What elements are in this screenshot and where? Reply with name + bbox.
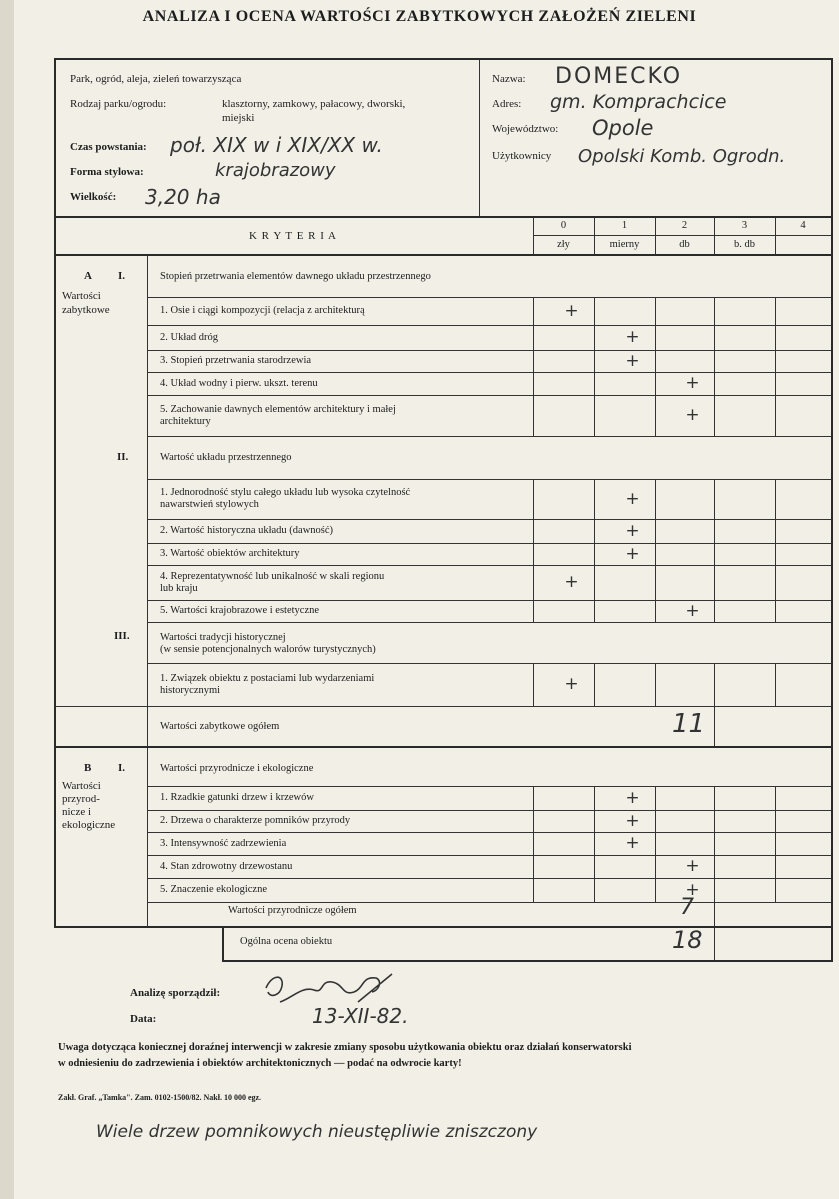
criterion-text: 4. Stan zdrowotny drzewostanu — [160, 860, 293, 872]
section-a-left-col — [147, 256, 148, 746]
heritage-row-5-col-1 — [594, 479, 595, 519]
heritage-row-4-col-0 — [533, 395, 534, 436]
heritage-row-3-col-2 — [655, 372, 656, 395]
heritage-row-0-col-3 — [714, 297, 715, 325]
heritage-row-8-col-2 — [655, 565, 656, 600]
heritage-row-top-9 — [148, 600, 831, 601]
scale-word-3: b. db — [734, 239, 755, 250]
intervention-note-2: w odniesieniu do zadrzewienia i obiektów architektonicznych — podać na odwrocie karty! — [58, 1058, 462, 1069]
score-mark: + — [625, 787, 640, 808]
section-a-roman-2: II. — [117, 451, 129, 463]
criterion-text-cont: lub kraju — [160, 582, 198, 594]
scale-divider — [533, 235, 831, 236]
prepared-by-label: Analizę sporządził: — [130, 987, 221, 999]
form-title: ANALIZA I OCENA WARTOŚCI ZABYTKOWYCH ZAŁOŻEŃ ZIELENI — [142, 8, 697, 25]
heritage-row-2-col-3 — [714, 350, 715, 372]
heritage-row-top-1 — [148, 325, 831, 326]
criterion-label — [160, 884, 528, 896]
heritage-row-4-col-1 — [594, 395, 595, 436]
heritage-row-top-4 — [148, 395, 831, 396]
score-mark: + — [625, 543, 640, 564]
section-b-name-3: nicze i — [62, 806, 92, 818]
heritage-row-top-3 — [148, 372, 831, 373]
score-mark: + — [625, 327, 640, 347]
score-mark: + — [685, 405, 700, 425]
scale-number-3: 3 — [741, 220, 748, 231]
heritage-row-10-col-0 — [533, 663, 534, 706]
nature-row-top-2 — [148, 832, 831, 833]
score-mark: + — [685, 879, 700, 900]
date-signed-value: 13-XII-82. — [312, 1004, 409, 1028]
criterion-label — [160, 792, 528, 804]
group-a1-title: Stopień przetrwania elementów dawnego układu przestrzennego — [160, 271, 431, 282]
heritage-row-6-col-1 — [594, 519, 595, 543]
date-value: poł. XIX w i XIX/XX w. — [170, 133, 383, 157]
nature-row-2-col-0 — [533, 832, 534, 855]
score-mark: + — [625, 350, 640, 371]
overall-value: 18 — [672, 926, 703, 954]
criterion-text-cont: architektury — [160, 415, 211, 427]
park-kind-label: Rodzaj parku/ogrodu: — [70, 98, 167, 110]
score-mark: + — [564, 300, 579, 321]
criterion-text-cont: historycznymi — [160, 684, 221, 696]
criterion-label — [160, 861, 528, 873]
section-b-letter: B — [84, 762, 92, 774]
score-mark: + — [625, 833, 640, 853]
scale-number-4: 4 — [800, 220, 806, 231]
scale-col-line-0 — [533, 218, 534, 254]
criterion-label — [160, 605, 528, 617]
nature-row-3-col-4 — [775, 855, 776, 878]
heritage-row-10-col-2 — [655, 663, 656, 706]
scale-number-1: 1 — [621, 220, 628, 231]
nature-row-2-col-1 — [594, 832, 595, 855]
size-value: 3,20 ha — [145, 185, 221, 209]
park-type-label: Park, ogród, aleja, zieleń towarzysząca — [70, 73, 242, 85]
nature-total-label: Wartości przyrodnicze ogółem — [228, 905, 357, 916]
size-label: Wielkość: — [70, 191, 117, 203]
heritage-row-top-6 — [148, 519, 831, 520]
heritage-row-5-col-0 — [533, 479, 534, 519]
criterion-label — [160, 815, 528, 827]
score-mark: + — [625, 488, 640, 509]
nature-row-4-col-4 — [775, 878, 776, 902]
criterion-label — [160, 305, 528, 317]
nature-row-1-col-0 — [533, 810, 534, 832]
date-signed-label: Data: — [130, 1013, 157, 1025]
criterion-text: 3. Intensywność zadrzewienia — [160, 837, 287, 849]
heritage-row-top-5 — [148, 479, 831, 480]
nature-total-rule — [148, 902, 831, 903]
nature-total-value: 7 — [680, 895, 694, 920]
scale-number-0: 0 — [560, 220, 567, 231]
scale-word-1: mierny — [609, 239, 640, 250]
section-a-roman-1: I. — [118, 270, 126, 282]
heritage-total-rule — [56, 706, 831, 707]
section-a-name-1: Wartości — [62, 290, 101, 302]
voivodeship-label: Województwo: — [492, 123, 559, 135]
printer-info: Zakł. Graf. „Tamka". Zam. 0102-1500/82. Nakł. 10 000 egz. — [58, 1093, 262, 1102]
heritage-row-2-col-1 — [594, 350, 595, 372]
criterion-text: 1. Rzadkie gatunki drzew i krzewów — [160, 792, 314, 803]
heritage-total-divider — [714, 707, 715, 746]
style-label: Forma stylowa: — [70, 166, 144, 178]
heritage-row-7-col-1 — [594, 543, 595, 565]
nature-row-4-col-1 — [594, 878, 595, 902]
section-a-name-2: zabytkowe — [62, 304, 110, 316]
address-label: Adres: — [492, 98, 522, 110]
criterion-label — [160, 378, 528, 390]
heritage-row-1-col-3 — [714, 325, 715, 350]
heritage-row-10-col-3 — [714, 663, 715, 706]
heritage-row-8-col-3 — [714, 565, 715, 600]
criterion-text: 3. Stopień przetrwania starodrzewia — [160, 355, 312, 366]
nature-row-2-col-3 — [714, 832, 715, 855]
nature-row-2-col-4 — [775, 832, 776, 855]
overall-divider — [714, 928, 715, 960]
nature-row-4-col-2 — [655, 878, 656, 902]
heritage-row-top-8 — [148, 565, 831, 566]
section-b-name-1: Wartości — [62, 780, 101, 792]
score-mark: + — [564, 674, 579, 694]
section-a-roman-3: III. — [114, 630, 130, 642]
heritage-total-value: 11 — [672, 709, 706, 739]
heritage-row-top-7 — [148, 543, 831, 544]
section-a-letter: A — [84, 270, 92, 282]
criterion-text: 2. Drzewa o charakterze pomników przyrody — [160, 815, 351, 826]
criterion-label — [160, 332, 528, 344]
nature-row-top-3 — [148, 855, 831, 856]
score-mark: + — [625, 810, 640, 831]
heritage-row-1-col-4 — [775, 325, 776, 350]
scale-col-line-3 — [714, 218, 715, 254]
criterion-label — [160, 571, 528, 595]
heritage-row-4-col-2 — [655, 395, 656, 436]
park-kind-options: klasztorny, zamkowy, pałacowy, dworski, — [222, 98, 406, 110]
heritage-row-2-col-4 — [775, 350, 776, 372]
heritage-row-2-col-0 — [533, 350, 534, 372]
heritage-row-7-col-4 — [775, 543, 776, 565]
heritage-row-7-col-3 — [714, 543, 715, 565]
heritage-row-0-col-4 — [775, 297, 776, 325]
heritage-row-9-col-1 — [594, 600, 595, 622]
heritage-row-1-col-1 — [594, 325, 595, 350]
address-value: gm. Komprachcice — [550, 91, 727, 113]
nature-group-rule — [148, 786, 831, 787]
group-a3-title-2: (w sensie potencjonalnych walorów turystycznych) — [160, 644, 376, 655]
heritage-row-4-col-4 — [775, 395, 776, 436]
intervention-note-1: Uwaga dotycząca koniecznej doraźnej interwencji w zakresie zmiany sposobu użytkowania obiektu oraz działań konserwatorski — [58, 1042, 632, 1053]
criteria-heading: K R Y T E R I A — [248, 230, 338, 242]
section-b-name-2: przyrod- — [62, 793, 100, 805]
heritage-row-9-col-2 — [655, 600, 656, 622]
heritage-row-3-col-1 — [594, 372, 595, 395]
heritage-row-5-col-4 — [775, 479, 776, 519]
nature-row-0-col-0 — [533, 786, 534, 810]
overall-label: Ogólna ocena obiektu — [240, 936, 333, 947]
nature-row-0-col-3 — [714, 786, 715, 810]
criterion-text: 5. Znaczenie ekologiczne — [160, 884, 267, 895]
section-b-roman-1: I. — [118, 762, 126, 774]
criterion-text: 2. Układ dróg — [160, 331, 219, 343]
group-a3-title-1: Wartości tradycji historycznej — [160, 632, 286, 643]
heritage-row-6-col-3 — [714, 519, 715, 543]
criterion-text: 4. Układ wodny i pierw. ukszt. terenu — [160, 377, 318, 389]
nature-row-3-col-2 — [655, 855, 656, 878]
heritage-row-10-col-4 — [775, 663, 776, 706]
heritage-row-6-col-4 — [775, 519, 776, 543]
nature-row-top-1 — [148, 810, 831, 811]
criterion-label — [160, 838, 528, 850]
park-kind-options-2: miejski — [222, 112, 255, 124]
heritage-row-8-col-0 — [533, 565, 534, 600]
score-mark: + — [685, 856, 700, 876]
nature-row-1-col-4 — [775, 810, 776, 832]
criterion-text: 5. Wartości krajobrazowe i estetyczne — [160, 605, 320, 616]
users-value: Opolski Komb. Ogrodn. — [578, 146, 786, 167]
heritage-row-9-col-4 — [775, 600, 776, 622]
nature-row-4-col-0 — [533, 878, 534, 902]
criterion-label — [160, 355, 528, 367]
section-b-left-col — [147, 748, 148, 926]
voivodeship-value: Opole — [592, 116, 654, 140]
heritage-row-8-col-4 — [775, 565, 776, 600]
group-a2-title: Wartość układu przestrzennego — [160, 452, 292, 463]
scale-word-2: db — [679, 239, 690, 250]
criterion-text: 3. Wartość obiektów architektury — [160, 548, 300, 559]
heritage-row-9-col-0 — [533, 600, 534, 622]
criterion-text: 5. Zachowanie dawnych elementów architektury i małej — [160, 403, 396, 415]
heritage-row-top-10 — [148, 663, 831, 664]
heritage-row-0-col-0 — [533, 297, 534, 325]
scale-word-0: zły — [557, 239, 570, 250]
style-value: krajobrazowy — [215, 160, 336, 181]
group-a2-rule-top — [148, 436, 831, 437]
users-label: Użytkownicy — [492, 150, 552, 162]
score-mark: + — [685, 600, 700, 621]
criterion-text: 1. Związek obiektu z postaciami lub wydarzeniami — [160, 672, 375, 684]
nature-total-divider — [714, 902, 715, 926]
criterion-text-cont: nawarstwień stylowych — [160, 499, 259, 510]
heritage-row-1-col-0 — [533, 325, 534, 350]
heritage-row-5-col-3 — [714, 479, 715, 519]
heritage-row-top-2 — [148, 350, 831, 351]
heritage-row-7-col-0 — [533, 543, 534, 565]
name-value: DOMECKO — [555, 64, 683, 89]
heritage-row-6-col-0 — [533, 519, 534, 543]
criterion-text: 2. Wartość historyczna układu (dawność) — [160, 525, 334, 536]
group-a3-rule-top — [148, 622, 831, 623]
nature-row-3-col-1 — [594, 855, 595, 878]
criterion-label — [160, 487, 528, 511]
heritage-row-3-col-0 — [533, 372, 534, 395]
group-b1-title: Wartości przyrodnicze i ekologiczne — [160, 763, 314, 774]
score-mark: + — [625, 520, 640, 541]
criterion-label — [160, 673, 528, 697]
criterion-text: 1. Jednorodność stylu całego układu lub wysoka czytelność — [160, 487, 411, 498]
name-label: Nazwa: — [492, 73, 526, 85]
criterion-text: 1. Osie i ciągi kompozycji (relacja z architekturą — [160, 305, 365, 316]
heritage-row-3-col-4 — [775, 372, 776, 395]
scale-col-line-2 — [655, 218, 656, 254]
criterion-text: 4. Reprezentatywność lub unikalność w skali regionu — [160, 570, 385, 582]
heritage-row-0-col-2 — [655, 297, 656, 325]
nature-row-0-col-4 — [775, 786, 776, 810]
scale-number-2: 2 — [681, 220, 688, 231]
header-divider — [479, 60, 480, 216]
nature-row-3-col-0 — [533, 855, 534, 878]
scale-col-line-4 — [775, 218, 776, 254]
nature-row-1-col-1 — [594, 810, 595, 832]
score-mark: + — [564, 572, 579, 592]
nature-row-top-4 — [148, 878, 831, 879]
nature-row-1-col-3 — [714, 810, 715, 832]
binder-edge — [0, 0, 14, 1199]
criterion-label — [160, 404, 528, 428]
handwritten-note: Wiele drzew pomnikowych nieustępliwie zniszczony — [96, 1122, 538, 1142]
nature-row-0-col-1 — [594, 786, 595, 810]
heritage-row-top-0 — [148, 297, 831, 298]
date-label: Czas powstania: — [70, 141, 147, 153]
score-mark: + — [685, 373, 700, 393]
section-b-name-4: ekologiczne — [62, 819, 116, 831]
criterion-label — [160, 525, 528, 537]
heritage-total-label: Wartości zabytkowe ogółem — [160, 721, 280, 732]
criterion-label — [160, 548, 528, 560]
scale-col-line-1 — [594, 218, 595, 254]
